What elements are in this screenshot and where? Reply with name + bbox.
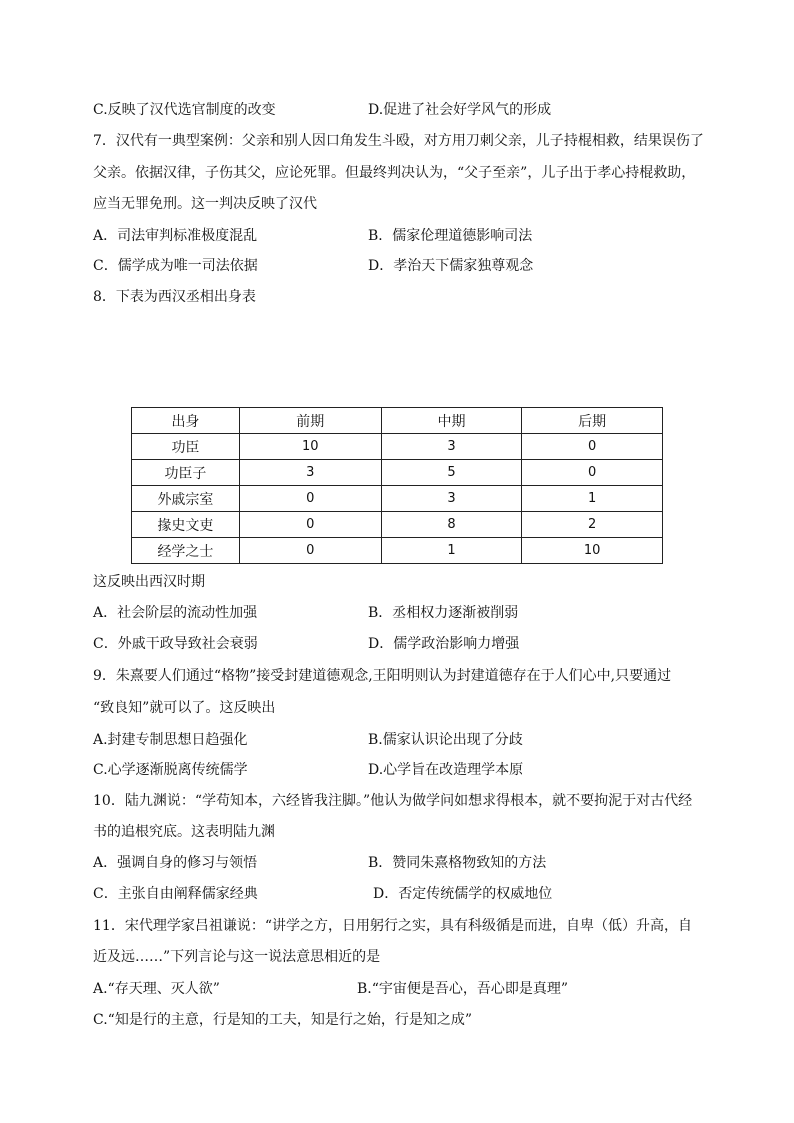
table-cell: 10	[522, 538, 663, 564]
table-cell: 外戚宗室	[132, 486, 240, 512]
table-cell: 10	[239, 434, 381, 460]
q8-option-d: D．儒学政治影响力增强	[368, 636, 520, 652]
q9-option-d: D.心学旨在改造理学本原	[368, 762, 524, 778]
q11-option-b: B.“宇宙便是吾心，吾心即是真理”	[357, 981, 569, 997]
table-cell: 0	[239, 538, 381, 564]
table-row	[132, 460, 663, 486]
table-row	[132, 538, 663, 564]
table-cell: 1	[381, 538, 522, 564]
table-cell: 3	[239, 460, 381, 486]
table-cell: 功臣	[132, 434, 240, 460]
q10-option-d: D．否定传统儒学的权威地位	[373, 886, 553, 902]
table-row	[132, 434, 663, 460]
chancellor-origin-table	[131, 407, 663, 564]
table-cell: 0	[239, 512, 381, 538]
q7-option-d: D．孝治天下儒家独尊观念	[368, 258, 534, 274]
table-header-row	[132, 408, 663, 434]
q8-option-b: B．丞相权力逐渐被削弱	[368, 605, 519, 621]
q8-stem: 8．下表为西汉丞相出身表	[93, 289, 256, 305]
q8-option-a: A．社会阶层的流动性加强	[93, 605, 258, 621]
table-header-cell: 前期	[239, 408, 381, 434]
q7-stem-line2: 父亲。依据汉律，子伤其父，应论死罪。但最终判决认为，“父子至亲”，儿子出于孝心持棍救助，	[93, 165, 696, 181]
q7-option-c: C．儒学成为唯一司法依据	[93, 258, 258, 274]
q8-option-c: C．外戚干政导致社会衰弱	[93, 636, 258, 652]
q6-option-c: C.反映了汉代选官制度的改变	[93, 102, 276, 118]
table-header-cell: 中期	[381, 408, 522, 434]
table-cell: 0	[522, 460, 663, 486]
q9-option-a: A.封建专制思想日趋强化	[93, 732, 248, 748]
q10-stem-line1: 10．陆九渊说：“学苟知本，六经皆我注脚。”他认为做学问如想求得根本，就不要拘泥于对古代经	[93, 793, 693, 809]
q10-option-b: B．赞同朱熹格物致知的方法	[368, 855, 547, 871]
table-cell: 2	[522, 512, 663, 538]
q11-option-a: A.“存天理、灭人欲”	[93, 981, 220, 997]
q11-stem-line2: 近及远……”下列言论与这一说法意思相近的是	[93, 949, 381, 965]
table-cell: 0	[522, 434, 663, 460]
q10-option-a: A．强调自身的修习与领悟	[93, 855, 258, 871]
table-cell: 功臣子	[132, 460, 240, 486]
q7-option-b: B．儒家伦理道德影响司法	[368, 228, 533, 244]
table-cell: 5	[381, 460, 522, 486]
q11-stem-line1: 11．宋代理学家吕祖谦说：“讲学之方，日用躬行之实，具有科级循是而进，自卑（低）升高，自	[93, 918, 692, 934]
table-cell: 掾史文吏	[132, 512, 240, 538]
q7-stem-line3: 应当无罪免刑。这一判决反映了汉代	[93, 196, 317, 212]
table-row	[132, 486, 663, 512]
q8-conclusion: 这反映出西汉时期	[93, 574, 205, 590]
table-row	[132, 512, 663, 538]
table-header-cell: 出身	[132, 408, 240, 434]
q7-option-a: A．司法审判标准极度混乱	[93, 228, 258, 244]
q9-option-c: C.心学逐渐脱离传统儒学	[93, 762, 248, 778]
q10-option-c: C．主张自由阐释儒家经典	[93, 886, 258, 902]
q6-option-d: D.促进了社会好学风气的形成	[368, 102, 552, 118]
table-cell: 3	[381, 486, 522, 512]
q11-option-c: C.“知是行的主意，行是知的工夫，知是行之始，行是知之成”	[93, 1012, 472, 1028]
table-cell: 经学之士	[132, 538, 240, 564]
q9-stem-line2: “致良知”就可以了。这反映出	[93, 700, 276, 716]
q9-option-b: B.儒家认识论出现了分歧	[368, 732, 523, 748]
table-cell: 3	[381, 434, 522, 460]
table-cell: 1	[522, 486, 663, 512]
table-cell: 8	[381, 512, 522, 538]
q10-stem-line2: 书的追根究底。这表明陆九渊	[93, 824, 275, 840]
q9-stem-line1: 9．朱熹要人们通过“格物”接受封建道德观念,王阳明则认为封建道德存在于人们心中,只要通过	[93, 668, 672, 684]
q7-stem-line1: 7．汉代有一典型案例：父亲和别人因口角发生斗殴，对方用刀刺父亲，儿子持棍相救，结果误伤了	[93, 133, 704, 149]
table-cell: 0	[239, 486, 381, 512]
table-header-cell: 后期	[522, 408, 663, 434]
